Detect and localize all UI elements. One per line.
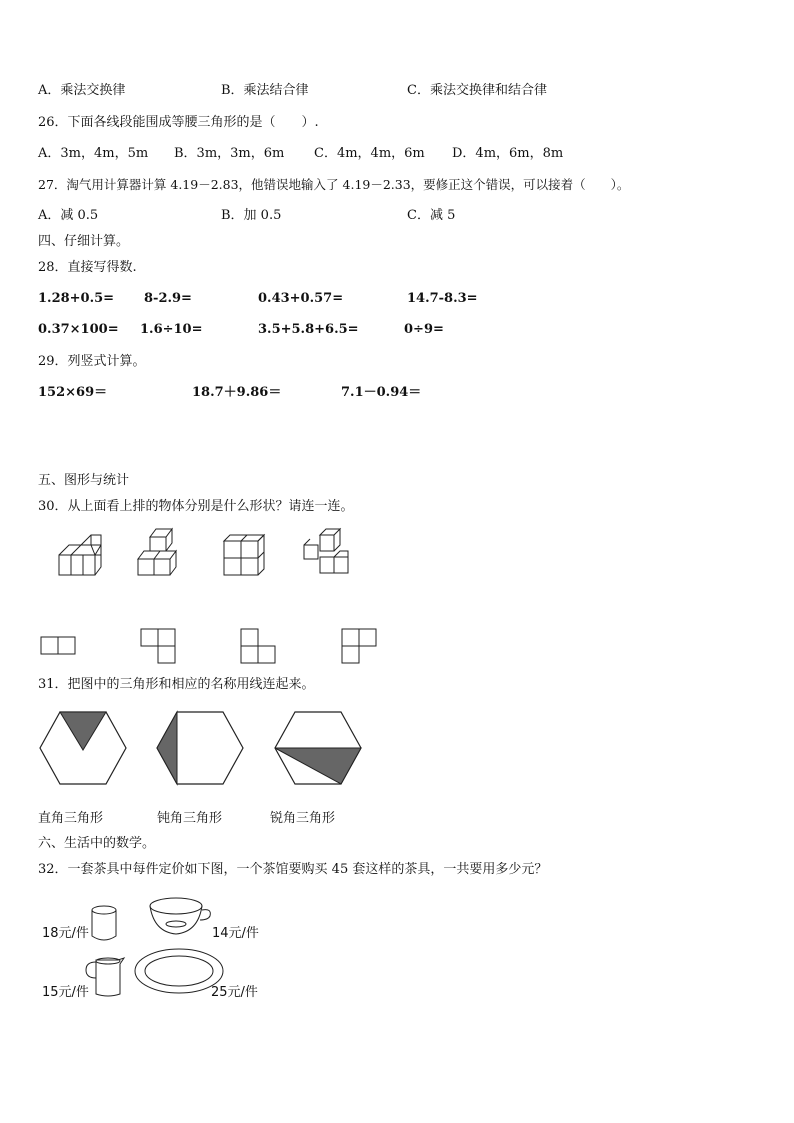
q25-option-c: C．乘法交换律和结合律	[407, 83, 547, 98]
q31-stem: 31．把图中的三角形和相应的名称用线连起来。	[38, 677, 315, 692]
q29-stem: 29．列竖式计算。	[38, 354, 146, 369]
q29-item: 152×69＝	[38, 385, 108, 400]
price-pitcher: 15元/件	[42, 985, 89, 1000]
q27-option-c: C．减 5	[407, 208, 456, 223]
q28-item: 0.43+0.57=	[258, 291, 344, 306]
q31-hexagon-3	[273, 710, 363, 786]
q27-option-a: A．减 0.5	[38, 208, 99, 223]
q31-hexagon-2	[155, 710, 245, 786]
q28-item: 0.37×100=	[38, 322, 119, 337]
section-6-heading: 六、生活中的数学。	[38, 836, 156, 851]
q31-label-right-triangle: 直角三角形	[38, 811, 104, 826]
q30-top-view-2	[140, 628, 176, 664]
q28-item: 1.6÷10=	[140, 322, 203, 337]
q30-cube-figure-3	[222, 533, 268, 577]
q25-option-b: B．乘法结合律	[221, 83, 309, 98]
q30-cube-figure-4	[300, 527, 356, 577]
q31-label-acute-triangle: 锐角三角形	[270, 811, 336, 826]
q31-hexagon-1	[38, 710, 128, 786]
bowl-icon	[148, 896, 212, 936]
q32-stem: 32．一套茶具中每件定价如下图，一个茶馆要购买 45 套这样的茶具，一共要用多少元？	[38, 862, 548, 877]
price-bowl: 14元/件	[212, 926, 259, 941]
q29-item: 7.1－0.94＝	[341, 385, 422, 400]
price-cup: 18元/件	[42, 926, 89, 941]
q28-item: 14.7-8.3=	[407, 291, 478, 306]
q27-stem: 27．淘气用计算器计算 4.19－2.83，他错误地输入了 4.19－2.33，要修正这个错误，可以接着（ ）。	[38, 177, 630, 192]
q25-option-a: A．乘法交换律	[38, 83, 126, 98]
q30-top-view-3	[240, 628, 276, 664]
q28-item: 0÷9=	[404, 322, 444, 337]
q28-item: 8-2.9=	[144, 291, 192, 306]
q31-label-obtuse-triangle: 钝角三角形	[157, 811, 223, 826]
q30-stem: 30．从上面看上排的物体分别是什么形状？请连一连。	[38, 499, 354, 514]
q30-cube-figure-1	[56, 535, 106, 577]
cup-icon	[90, 904, 120, 944]
q28-item: 3.5+5.8+6.5=	[258, 322, 359, 337]
q26-option-d: D．4m，6m，8m	[452, 146, 564, 161]
q26-option-a: A．3m，4m，5m	[38, 146, 149, 161]
q26-option-b: B．3m，3m，6m	[174, 146, 285, 161]
q30-top-view-1	[40, 636, 76, 656]
q28-stem: 28．直接写得数.	[38, 260, 137, 275]
q26-stem: 26．下面各线段能围成等腰三角形的是（ ）.	[38, 115, 319, 130]
section-4-heading: 四、仔细计算。	[38, 234, 130, 249]
q30-top-view-4	[341, 628, 377, 664]
price-plate: 25元/件	[211, 985, 258, 1000]
pitcher-icon	[84, 956, 128, 998]
section-5-heading: 五、图形与统计	[38, 473, 130, 488]
q29-item: 18.7＋9.86＝	[192, 385, 282, 400]
q28-item: 1.28+0.5=	[38, 291, 115, 306]
q30-cube-figure-2	[136, 527, 186, 579]
q26-option-c: C．4m，4m，6m	[314, 146, 425, 161]
q27-option-b: B．加 0.5	[221, 208, 282, 223]
